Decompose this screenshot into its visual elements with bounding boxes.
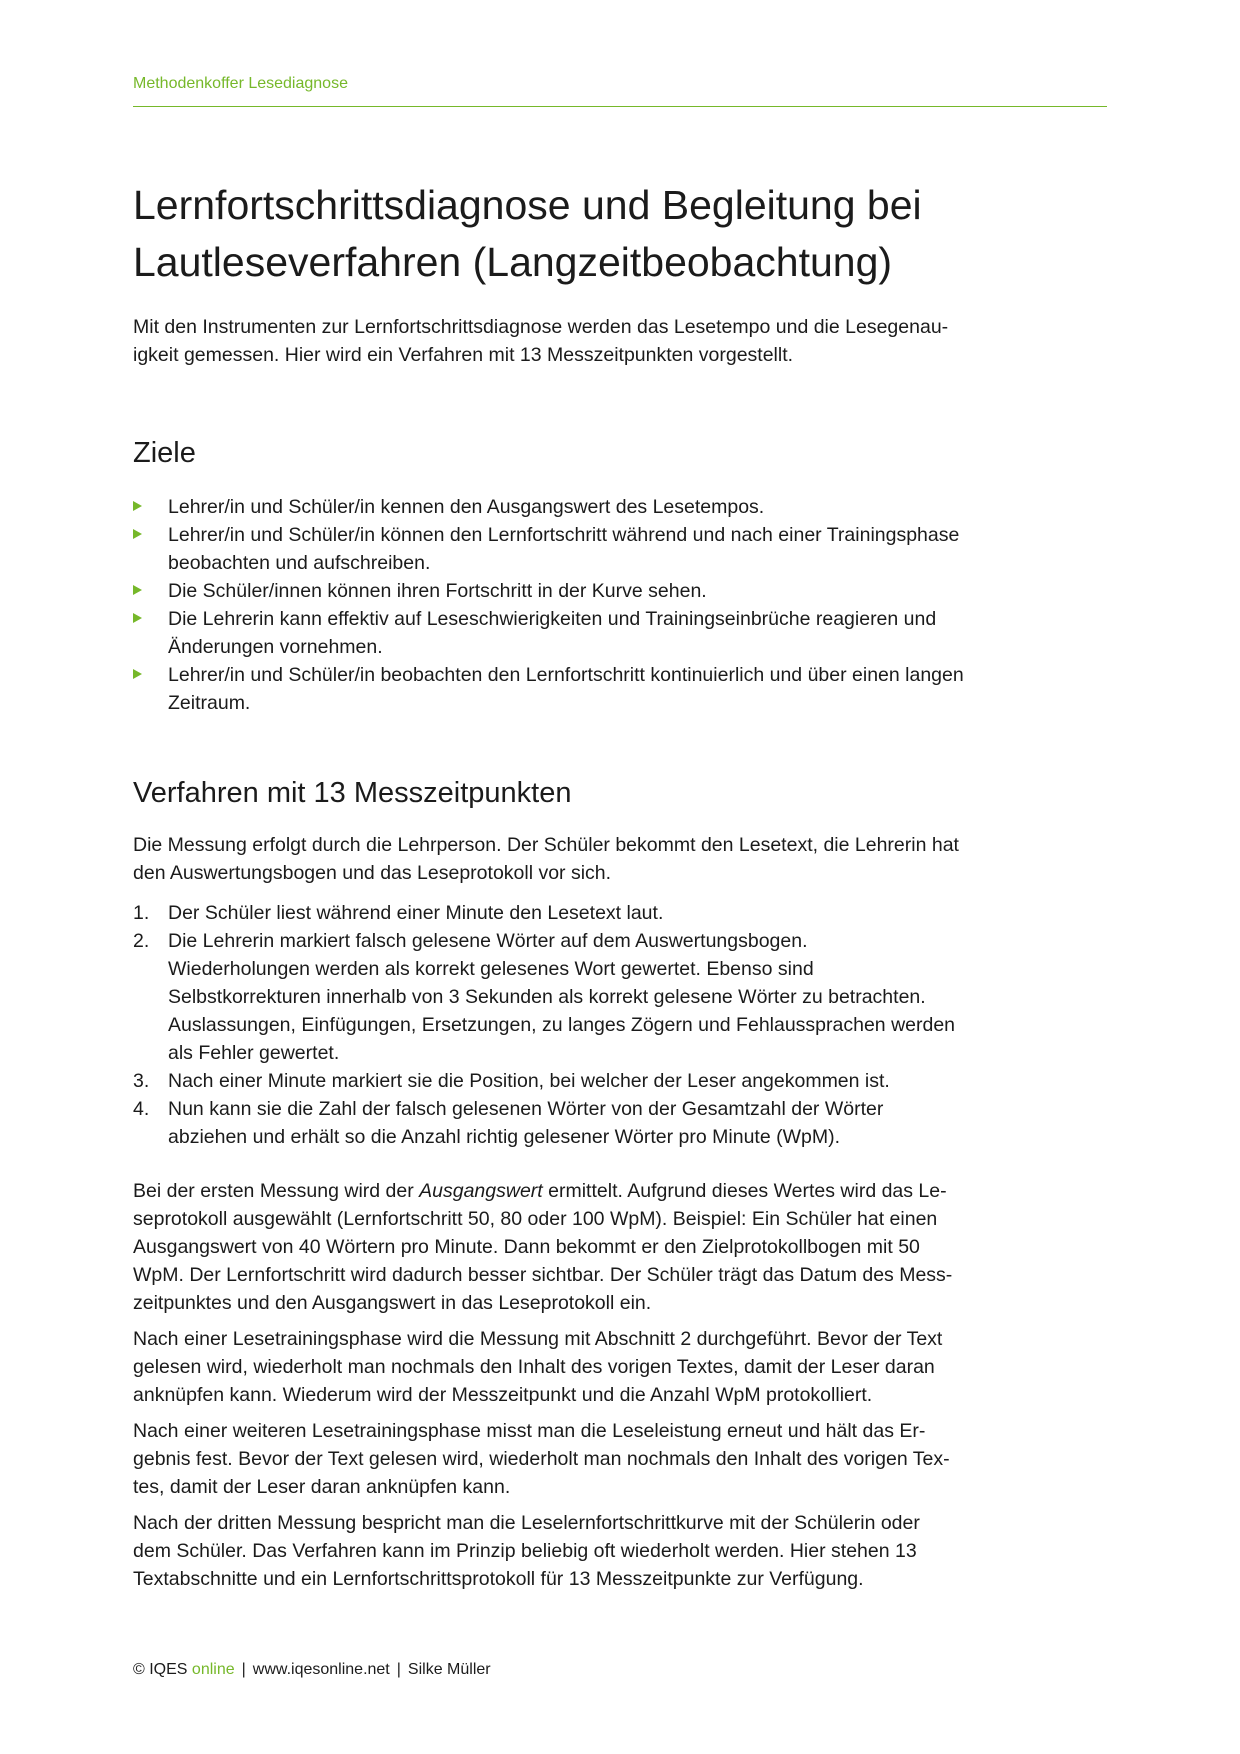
list-item bbox=[133, 493, 1107, 521]
bullet-arrow-icon bbox=[133, 669, 142, 679]
text-line: tes, damit der Leser daran anknüpfen kann. bbox=[133, 1476, 511, 1498]
text-line: seprotokoll ausgewählt (Lernfortschritt 50, 80 oder 100 WpM). Beispiel: Ein Schüler hat einen bbox=[133, 1208, 938, 1230]
text-line: Ausgangswert von 40 Wörtern pro Minute. Dann bekommt er den Zielprotokollbogen mit 50 bbox=[133, 1236, 920, 1258]
text-line: Der Schüler liest während einer Minute den Lesetext laut. bbox=[168, 902, 664, 924]
text-line: igkeit gemessen. Hier wird ein Verfahren mit 13 Messzeitpunkten vorgestellt. bbox=[133, 344, 794, 366]
text-line: Nun kann sie die Zahl der falsch gelesenen Wörter von der Gesamtzahl der Wörter bbox=[168, 1098, 884, 1120]
list-item bbox=[133, 577, 1107, 605]
list-item bbox=[133, 927, 1107, 1067]
text-line: Nach einer Minute markiert sie die Position, bei welcher der Leser angekommen ist. bbox=[168, 1070, 890, 1092]
copyright-text: © IQES bbox=[133, 1661, 188, 1678]
list-number: 1. bbox=[133, 902, 150, 924]
text-line: beobachten und aufschreiben. bbox=[168, 552, 431, 574]
paragraph bbox=[133, 1509, 1107, 1593]
bullet-arrow-icon bbox=[133, 529, 142, 539]
text-line: Die Lehrerin markiert falsch gelesene Wörter auf dem Auswertungsbogen. bbox=[168, 930, 808, 952]
procedure-intro-paragraph bbox=[133, 831, 1107, 887]
paragraph bbox=[133, 1177, 1107, 1317]
page-footer bbox=[133, 1660, 491, 1680]
text-line: Auslassungen, Einfügungen, Ersetzungen, zu langes Zögern und Fehlaussprachen werden bbox=[168, 1014, 956, 1036]
text-line: Nach einer weiteren Lesetrainingsphase misst man die Leseleistung erneut und hält das Er- bbox=[133, 1420, 926, 1442]
text-line: Die Messung erfolgt durch die Lehrperson. Der Schüler bekommt den Lesetext, die Lehrerin hat bbox=[133, 834, 959, 856]
text-line: Mit den Instrumenten zur Lernfortschrittsdiagnose werden das Lesetempo und die Lesegenau- bbox=[133, 316, 949, 338]
text-line: abziehen und erhält so die Anzahl richtig gelesener Wörter pro Minute (WpM). bbox=[168, 1126, 840, 1148]
text-line: Die Lehrerin kann effektiv auf Leseschwierigkeiten und Trainingseinbrüche reagieren und bbox=[168, 608, 937, 630]
footer-url: www.iqesonline.net bbox=[252, 1661, 390, 1678]
text-line: Änderungen vornehmen. bbox=[168, 636, 383, 658]
list-item bbox=[133, 1095, 1107, 1151]
text-line: Die Schüler/innen können ihren Fortschritt in der Kurve sehen. bbox=[168, 580, 707, 602]
separator: | bbox=[241, 1661, 246, 1678]
text-line: Lehrer/in und Schüler/in können den Lernfortschritt während und nach einer Trainingsphase bbox=[168, 524, 960, 546]
document-header-label: Methodenkoffer Lesediagnose bbox=[133, 75, 348, 92]
page-title bbox=[133, 177, 1107, 291]
page-title-line: Lautleseverfahren (Langzeitbeobachtung) bbox=[133, 239, 893, 285]
text-line: anknüpfen kann. Wiederum wird der Messzeitpunkt und die Anzahl WpM protokolliert. bbox=[133, 1384, 873, 1406]
goals-bullet-list bbox=[133, 493, 1107, 717]
text-line: Selbstkorrekturen innerhalb von 3 Sekunden als korrekt gelesene Wörter zu betrachten. bbox=[168, 986, 926, 1008]
list-number: 2. bbox=[133, 930, 150, 952]
text-line: Bei der ersten Messung wird der Ausgangswert ermittelt. Aufgrund dieses Wertes wird das Le- bbox=[133, 1180, 947, 1202]
header-divider bbox=[133, 106, 1107, 107]
list-number: 4. bbox=[133, 1098, 150, 1120]
section-heading-ziele: Ziele bbox=[133, 437, 196, 469]
text-line: zeitpunktes und den Ausgangswert in das Leseprotokoll ein. bbox=[133, 1292, 652, 1314]
text-line: Zeitraum. bbox=[168, 692, 251, 714]
list-item bbox=[133, 899, 1107, 927]
intro-paragraph bbox=[133, 313, 1107, 369]
paragraph bbox=[133, 1417, 1107, 1501]
page-title-line: Lernfortschrittsdiagnose und Begleitung bei bbox=[133, 182, 922, 228]
list-item bbox=[133, 605, 1107, 661]
text-line: Nach der dritten Messung bespricht man die Leselernfortschrittkurve mit der Schülerin oder bbox=[133, 1512, 920, 1534]
list-item bbox=[133, 521, 1107, 577]
text-line: als Fehler gewertet. bbox=[168, 1042, 340, 1064]
text-line: den Auswertungsbogen und das Leseprotokoll vor sich. bbox=[133, 862, 612, 884]
list-number: 3. bbox=[133, 1070, 150, 1092]
text-line: Wiederholungen werden als korrekt gelesenes Wort gewertet. Ebenso sind bbox=[168, 958, 814, 980]
footer-author: Silke Müller bbox=[407, 1661, 491, 1678]
brand-online-text: online bbox=[191, 1661, 235, 1678]
text-line: gelesen wird, wiederholt man nochmals den Inhalt des vorigen Textes, damit der Leser daran bbox=[133, 1356, 935, 1378]
bullet-arrow-icon bbox=[133, 585, 142, 595]
text-line: dem Schüler. Das Verfahren kann im Prinzip beliebig oft wiederholt werden. Hier stehen 13 bbox=[133, 1540, 917, 1562]
procedure-numbered-list bbox=[133, 899, 1107, 1151]
text-line: gebnis fest. Bevor der Text gelesen wird, wiederholt man nochmals den Inhalt des vorigen Tex- bbox=[133, 1448, 950, 1470]
text-line: Textabschnitte und ein Lernfortschrittsprotokoll für 13 Messzeitpunkte zur Verfügung. bbox=[133, 1568, 864, 1590]
bullet-arrow-icon bbox=[133, 613, 142, 623]
emphasized-term: Ausgangswert bbox=[419, 1180, 543, 1202]
bullet-arrow-icon bbox=[133, 501, 142, 511]
text-line: Nach einer Lesetrainingsphase wird die Messung mit Abschnitt 2 durchgeführt. Bevor der Text bbox=[133, 1328, 943, 1350]
text-line: Lehrer/in und Schüler/in beobachten den Lernfortschritt kontinuierlich und über einen langen bbox=[168, 664, 964, 686]
separator: | bbox=[396, 1661, 401, 1678]
text-line: WpM. Der Lernfortschritt wird dadurch besser sichtbar. Der Schüler trägt das Datum des Mess- bbox=[133, 1264, 953, 1286]
list-item bbox=[133, 661, 1107, 717]
section-heading-verfahren: Verfahren mit 13 Messzeitpunkten bbox=[133, 777, 572, 809]
text-line: Lehrer/in und Schüler/in kennen den Ausgangswert des Lesetempos. bbox=[168, 496, 765, 518]
list-item bbox=[133, 1067, 1107, 1095]
paragraph bbox=[133, 1325, 1107, 1409]
